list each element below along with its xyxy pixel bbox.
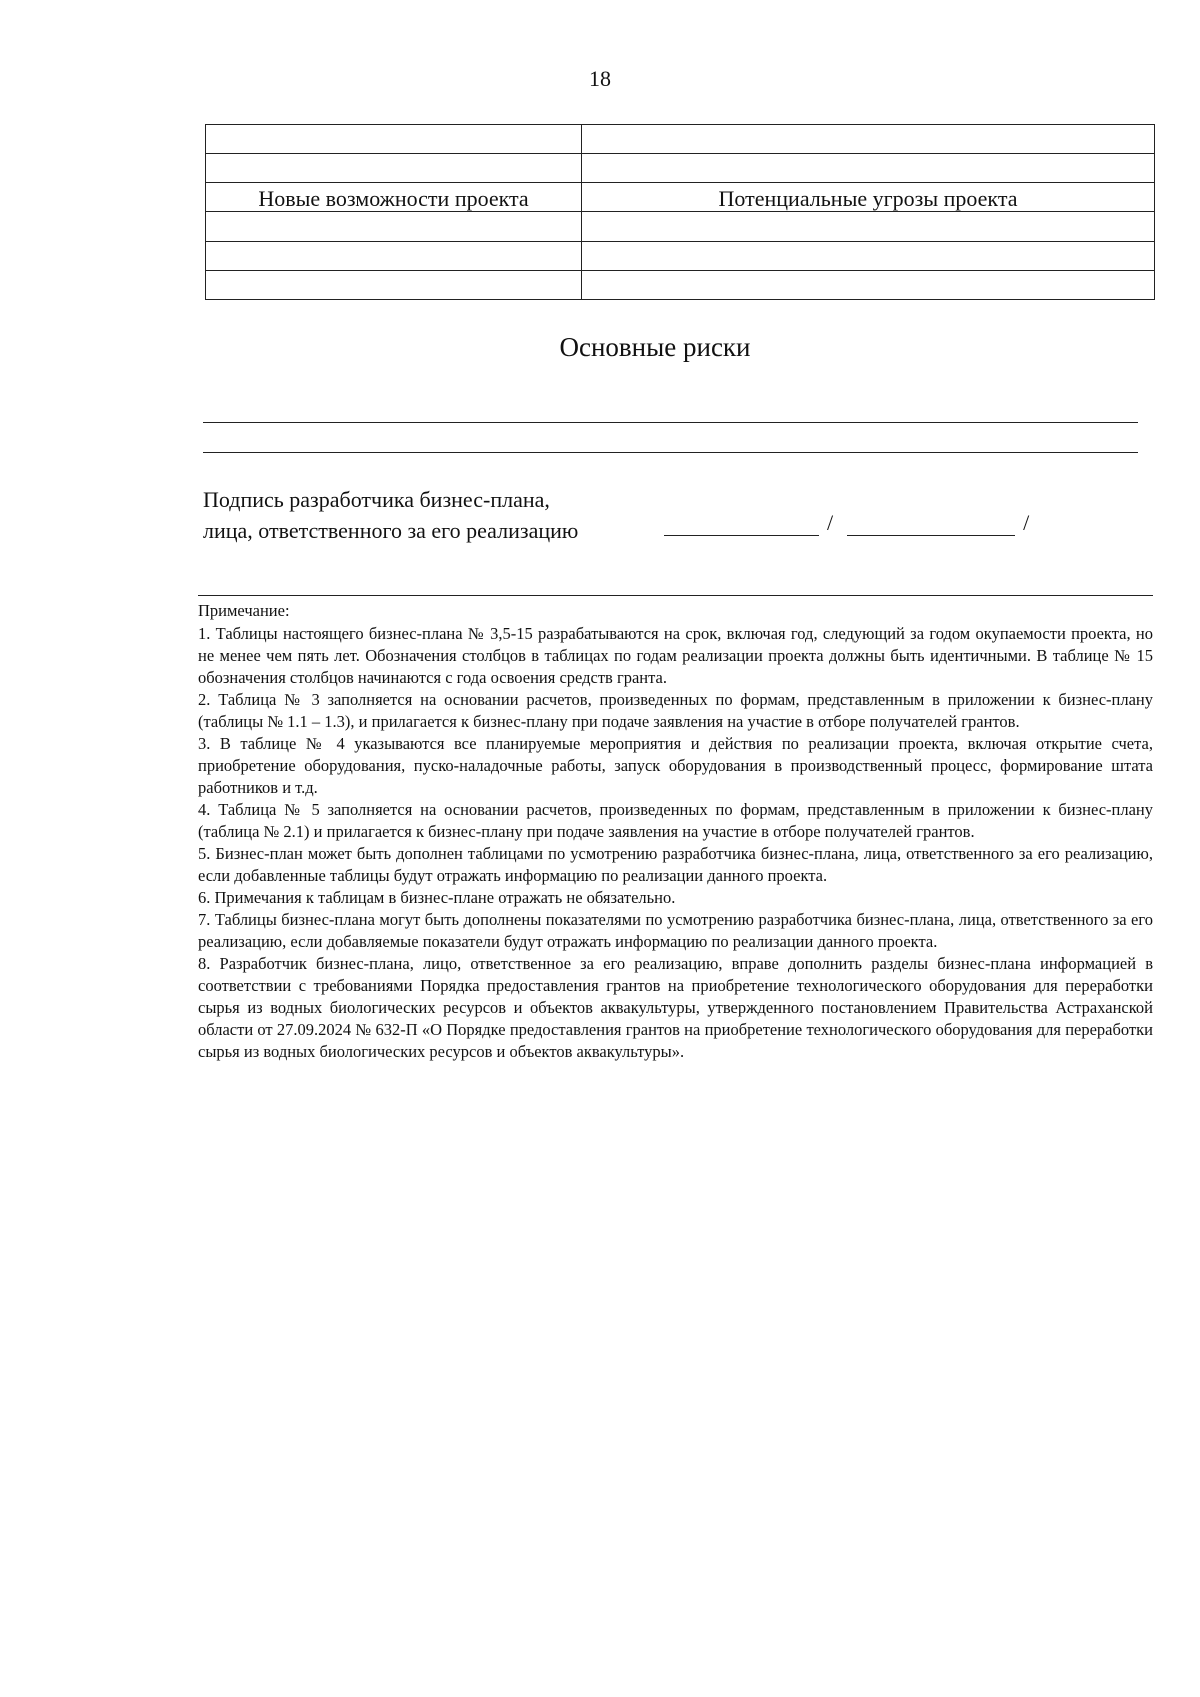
table-cell: [206, 125, 582, 154]
note-item: 8. Разработчик бизнес-плана, лицо, ответственное за его реализацию, вправе дополнить разделы бизнес-плана информацией в соответствии с требованиями Порядка предоставления грантов на приобретение технологического оборудования для переработки сырья из водных биологических ресурсов и объектов аквакультуры, утвержденного постановлением Правительства Астраханской области от 27.09.2024 № 632-П «О Порядке предоставления грантов на приобретение технологического оборудования для переработки сырья из водных биологических ресурсов и объектов аквакультуры».: [198, 954, 1153, 1061]
table-row: [206, 183, 1155, 212]
note-item: 5. Бизнес-план может быть дополнен таблицами по усмотрению разработчика бизнес-плана, лица, ответственного за его реализацию, если добавленные таблицы будут отражать информацию по реализации данного проекта.: [198, 844, 1153, 885]
note-item: 4. Таблица № 5 заполняется на основании расчетов, произведенных по формам, представленным в приложении к бизнес-плану (таблица № 2.1) и прилагается к бизнес-плану при подаче заявления на участие в отборе получателей грантов.: [198, 800, 1153, 841]
table-row: [206, 270, 1155, 299]
risks-heading: Основные риски: [559, 332, 751, 362]
threats-header: Потенциальные угрозы проекта: [582, 183, 1155, 212]
signature-label: [203, 484, 578, 546]
table-cell: [206, 241, 582, 270]
signature-label-line: Подпись разработчика бизнес-плана,: [203, 487, 550, 512]
signature-blank: [664, 513, 819, 536]
table-cell: [206, 270, 582, 299]
notes-divider: [198, 595, 1153, 596]
note-item: 7. Таблицы бизнес-плана могут быть дополнены показателями по усмотрению разработчика бизнес-плана, лица, ответственного за его реализацию, если добавляемые показатели будут отражать информацию по реализации данного проекта.: [198, 910, 1153, 951]
table-cell: [582, 212, 1155, 241]
note-item: 2. Таблица № 3 заполняется на основании расчетов, произведенных по формам, представленным в приложении к бизнес-плану (таблицы № 1.1 – 1.3), и прилагается к бизнес-плану при подаче заявления на участие в отборе получателей грантов.: [198, 690, 1153, 731]
table-cell: [582, 154, 1155, 183]
notes-section: [198, 600, 1153, 1063]
note-item: 6. Примечания к таблицам в бизнес-плане отражать не обязательно.: [198, 888, 676, 907]
swot-table: [205, 124, 1155, 300]
risks-fill-line: [203, 422, 1138, 423]
opportunities-header: Новые возможности проекта: [206, 183, 582, 212]
risks-fill-line: [203, 452, 1138, 453]
note-item: 3. В таблице № 4 указываются все планируемые мероприятия и действия по реализации проекта, включая открытие счета, приобретение оборудования, пуско-наладочные работы, запуск оборудования в производственный процесс, формирование штата работников и т.д.: [198, 734, 1153, 797]
signature-slash: /: [1023, 510, 1030, 535]
table-row: [206, 212, 1155, 241]
signature-label-line: лица, ответственного за его реализацию: [203, 518, 579, 543]
table-row: [206, 241, 1155, 270]
table-row: [206, 154, 1155, 183]
table-cell: [206, 154, 582, 183]
page-number: 18: [589, 66, 611, 91]
signature-fields: [664, 510, 1029, 536]
table-row: [206, 125, 1155, 154]
notes-title: Примечание:: [198, 601, 290, 620]
table-cell: [582, 241, 1155, 270]
table-cell: [206, 212, 582, 241]
table-cell: [582, 125, 1155, 154]
signature-slash: /: [827, 510, 834, 535]
note-item: 1. Таблицы настоящего бизнес-плана № 3,5-15 разрабатываются на срок, включая год, следующий за годом окупаемости проекта, но не менее чем пять лет. Обозначения столбцов в таблицах по годам реализации проекта должны быть идентичными. В таблице № 15 обозначения столбцов начинаются с года освоения средств гранта.: [198, 624, 1153, 687]
name-blank: [847, 513, 1015, 536]
table-cell: [582, 270, 1155, 299]
